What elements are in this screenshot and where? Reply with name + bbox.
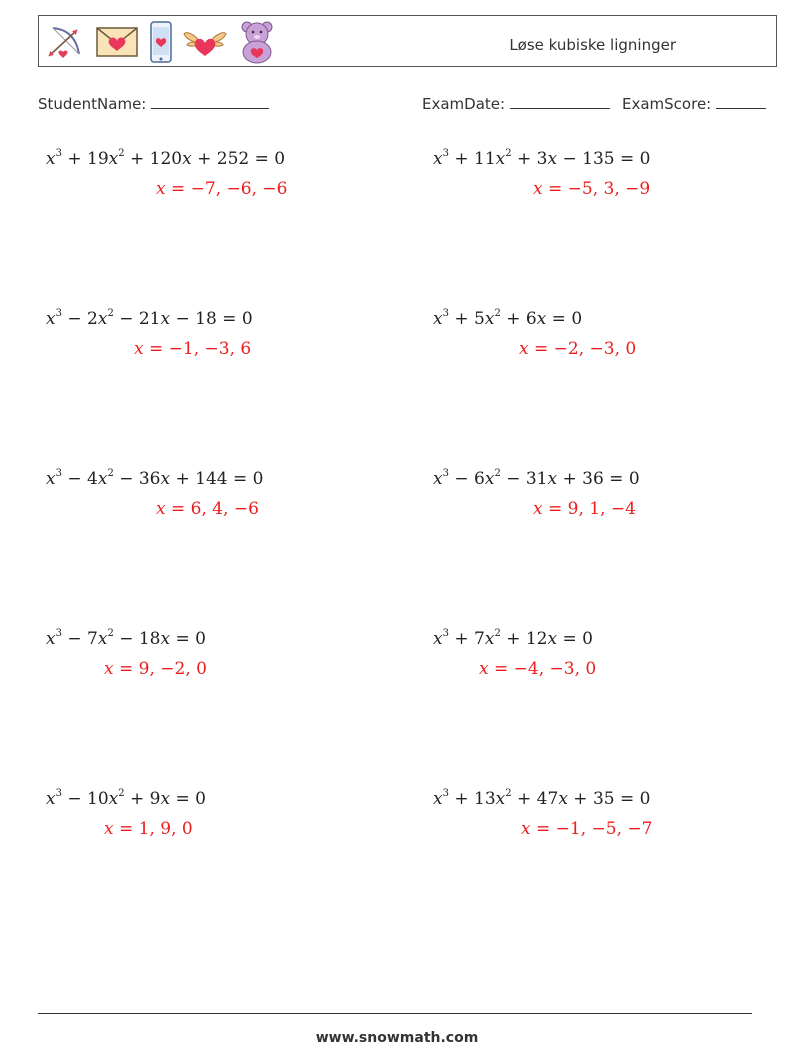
answer-variable: x: [521, 819, 531, 839]
equation-variable: x: [433, 149, 443, 169]
equation-variable: x: [558, 789, 568, 809]
equation-coefficient: − 4: [61, 469, 98, 489]
equation-coefficient: + 5: [448, 309, 485, 329]
equation-exponent: 3: [442, 628, 449, 639]
equation-coefficient: − 36: [113, 469, 161, 489]
answer: [533, 499, 636, 519]
equation-variable: x: [433, 309, 443, 329]
equation-variable: x: [484, 629, 495, 649]
answer: [156, 179, 287, 199]
answer-values: = 9, −2, 0: [119, 659, 207, 679]
equation-exponent: 2: [118, 788, 125, 799]
answer: [104, 819, 193, 839]
equation-coefficient: + 7: [448, 629, 485, 649]
equation-exponent: 2: [494, 308, 501, 319]
exam-date-blank[interactable]: [510, 94, 610, 109]
answer-values: = −7, −6, −6: [171, 179, 288, 199]
student-name-blank[interactable]: [151, 94, 269, 109]
equation: [433, 789, 650, 809]
equation-exponent: 3: [55, 628, 62, 639]
answer: [521, 819, 652, 839]
equation-variable: x: [433, 469, 443, 489]
equation-exponent: 2: [107, 468, 114, 479]
equation-coefficient: + 3: [511, 149, 548, 169]
equation-exponent: 2: [505, 148, 512, 159]
answer: [104, 659, 207, 679]
equation-exponent: 2: [118, 148, 125, 159]
equation-coefficient: + 35 = 0: [567, 789, 651, 809]
equation-variable: x: [433, 629, 443, 649]
answer-variable: x: [479, 659, 489, 679]
equation-variable: x: [547, 149, 558, 169]
equation-coefficient: + 11: [448, 149, 496, 169]
equation-variable: x: [182, 149, 192, 169]
equation-exponent: 2: [505, 788, 512, 799]
equation-coefficient: + 252 = 0: [191, 149, 286, 169]
worksheet-title: Løse kubiske ligninger: [509, 36, 676, 54]
equation: [433, 469, 640, 489]
answer-values: = −5, 3, −9: [548, 179, 651, 199]
equation-coefficient: = 0: [557, 629, 593, 649]
equation-coefficient: = 0: [546, 309, 583, 329]
answer-values: = 1, 9, 0: [119, 819, 193, 839]
equation-exponent: 2: [494, 628, 501, 639]
equation-exponent: 2: [494, 468, 501, 479]
equation-coefficient: + 19: [61, 149, 109, 169]
equation-variable: x: [160, 629, 171, 649]
equation-variable: x: [46, 629, 56, 649]
phone-heart-icon: [149, 20, 173, 64]
worksheet-header: [38, 15, 777, 67]
answer-variable: x: [134, 339, 144, 359]
equation: [433, 629, 593, 649]
equation-variable: x: [495, 789, 506, 809]
equation: [433, 309, 582, 329]
equation: [46, 469, 263, 489]
equation-variable: x: [484, 469, 495, 489]
equation-exponent: 3: [442, 308, 449, 319]
exam-score-label: ExamScore:: [622, 95, 712, 113]
equation-coefficient: + 6: [500, 309, 537, 329]
answer: [533, 179, 650, 199]
equation-variable: x: [484, 309, 495, 329]
equation-variable: x: [160, 789, 171, 809]
answer-values: = −1, −3, 6: [149, 339, 252, 359]
equation-coefficient: + 13: [448, 789, 496, 809]
equation: [46, 309, 253, 329]
equation-variable: x: [97, 469, 108, 489]
equation: [46, 789, 206, 809]
equation-exponent: 3: [55, 468, 62, 479]
equation-variable: x: [46, 309, 56, 329]
equation-exponent: 3: [442, 468, 449, 479]
equation-variable: x: [108, 149, 119, 169]
equation-variable: x: [547, 629, 558, 649]
equation-variable: x: [46, 149, 56, 169]
equation: [433, 149, 650, 169]
equation-coefficient: = 0: [170, 789, 206, 809]
equation-exponent: 3: [442, 788, 449, 799]
equation-coefficient: − 18: [113, 629, 161, 649]
equation-variable: x: [160, 309, 171, 329]
exam-date-field[interactable]: [422, 94, 610, 113]
bow-and-arrow-icon: [45, 22, 85, 62]
answer-values: = 6, 4, −6: [171, 499, 259, 519]
equation-coefficient: − 18 = 0: [170, 309, 253, 329]
answer-values: = −1, −5, −7: [536, 819, 653, 839]
equation-coefficient: − 6: [448, 469, 485, 489]
equation-variable: x: [46, 469, 56, 489]
equation-coefficient: − 21: [113, 309, 161, 329]
answer-variable: x: [104, 659, 114, 679]
winged-heart-icon: [183, 24, 227, 60]
answer-variable: x: [533, 499, 543, 519]
equation-coefficient: + 12: [500, 629, 548, 649]
answer: [156, 499, 259, 519]
answer-values: = −2, −3, 0: [534, 339, 637, 359]
equation-variable: x: [97, 629, 108, 649]
equation-variable: x: [108, 789, 119, 809]
exam-score-blank[interactable]: [716, 94, 766, 109]
equation-coefficient: − 10: [61, 789, 109, 809]
equation-variable: x: [495, 149, 506, 169]
equation-exponent: 3: [55, 148, 62, 159]
equation: [46, 149, 285, 169]
footer-url: www.snowmath.com: [315, 1030, 479, 1046]
equation-coefficient: − 31: [500, 469, 548, 489]
answer-variable: x: [519, 339, 529, 359]
equation-exponent: 3: [55, 788, 62, 799]
equation-variable: x: [433, 789, 443, 809]
exam-date-label: ExamDate:: [422, 95, 506, 113]
student-name-field[interactable]: [38, 94, 269, 113]
answer-variable: x: [104, 819, 114, 839]
answer: [134, 339, 251, 359]
equation-variable: x: [97, 309, 108, 329]
equation-variable: x: [160, 469, 171, 489]
equation-exponent: 3: [55, 308, 62, 319]
equation-coefficient: − 7: [61, 629, 98, 649]
equation-coefficient: + 144 = 0: [170, 469, 264, 489]
equation-variable: x: [547, 469, 558, 489]
answer-values: = −4, −3, 0: [494, 659, 597, 679]
equation-variable: x: [46, 789, 56, 809]
love-letter-icon: [95, 24, 139, 60]
equation-exponent: 3: [442, 148, 449, 159]
teddy-bear-icon: [237, 20, 277, 64]
equation-coefficient: + 36 = 0: [557, 469, 640, 489]
equation-exponent: 2: [107, 308, 114, 319]
equation-coefficient: − 2: [61, 309, 98, 329]
equation-exponent: 2: [107, 628, 114, 639]
answer: [519, 339, 636, 359]
answer-variable: x: [156, 179, 166, 199]
header-icons: [45, 20, 277, 64]
equation-coefficient: + 47: [511, 789, 559, 809]
equation: [46, 629, 206, 649]
equation-variable: x: [536, 309, 547, 329]
equation-coefficient: + 120: [124, 149, 183, 169]
answer: [479, 659, 596, 679]
answer-variable: x: [156, 499, 166, 519]
student-name-label: StudentName:: [38, 95, 147, 113]
answer-values: = 9, 1, −4: [548, 499, 636, 519]
equation-coefficient: − 135 = 0: [557, 149, 651, 169]
equation-coefficient: + 9: [124, 789, 161, 809]
answer-variable: x: [533, 179, 543, 199]
footer-divider: [38, 1013, 752, 1014]
exam-score-field[interactable]: [622, 94, 766, 113]
equation-coefficient: = 0: [170, 629, 206, 649]
